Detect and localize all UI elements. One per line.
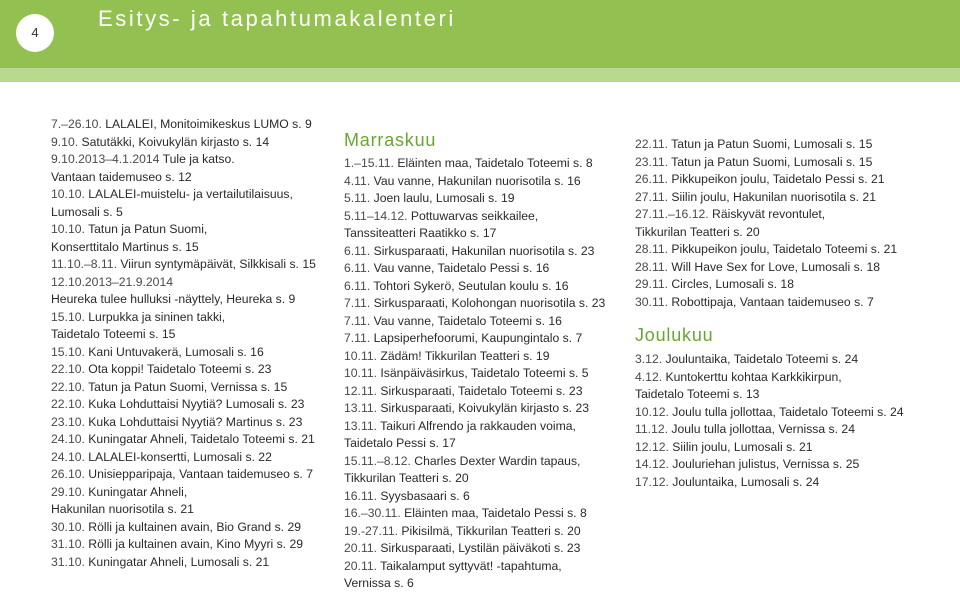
page-number: 4	[16, 14, 54, 52]
entry-date: 12.11.	[344, 383, 377, 398]
entry-date: 7.11.	[344, 296, 371, 310]
calendar-entry	[51, 256, 341, 274]
entry-date: 12.10.2013–21.9.2014	[51, 274, 173, 289]
entry-date: 19.-27.11.	[344, 523, 398, 538]
entry-text: Tatun ja Patun Suomi, Lumosali s. 15	[671, 137, 873, 151]
entry-text: Taikalamput syttyvät! -tapahtuma,	[380, 558, 562, 573]
calendar-entry	[344, 155, 629, 173]
calendar-entry	[51, 116, 341, 134]
calendar-entry	[51, 134, 341, 152]
entry-date: 30.10.	[51, 519, 85, 534]
calendar-entry	[51, 431, 341, 449]
entry-text: Viirun syntymäpäivät, Silkkisali s. 15	[120, 257, 316, 271]
entry-text: Vantaan taidemuseo s. 12	[51, 169, 192, 184]
calendar-entry	[635, 421, 953, 439]
calendar-entry	[635, 171, 953, 189]
calendar-entry	[344, 505, 629, 523]
entry-text: Kuntokerttu kohtaa Karkkikirpun,	[665, 369, 842, 384]
entry-date: 7.11.	[344, 331, 371, 345]
entry-text: Sirkusparaati, Hakunilan nuorisotila s. 23	[373, 243, 595, 258]
entry-date: 31.10.	[51, 554, 85, 569]
calendar-entry	[635, 136, 953, 154]
calendar-entry	[51, 204, 341, 222]
calendar-entry	[344, 330, 629, 348]
november-list	[344, 155, 629, 593]
entry-text: Robottipaja, Vantaan taidemuseo s. 7	[671, 294, 874, 309]
entry-date: 1.–15.11.	[344, 156, 394, 170]
entry-text: Zädäm! Tikkurilan Teatteri s. 19	[380, 348, 550, 363]
entry-date: 9.10.	[51, 134, 79, 149]
entry-text: Jouluntaika, Lumosali s. 24	[672, 474, 820, 489]
calendar-entry	[51, 151, 341, 169]
calendar-entry	[344, 208, 629, 226]
entry-text: LALALEI-konsertti, Lumosali s. 22	[88, 449, 272, 464]
entry-date: 23.11.	[635, 154, 668, 169]
entry-text: Pikkupeikon joulu, Taidetalo Pessi s. 21	[671, 172, 885, 186]
entry-text: Kuka Lohduttaisi Nyytiä? Lumosali s. 23	[88, 397, 305, 411]
calendar-entry	[344, 488, 629, 506]
entry-text: Eläinten maa, Taidetalo Pessi s. 8	[404, 506, 587, 520]
calendar-entry	[51, 379, 341, 397]
calendar-entry	[344, 453, 629, 471]
entry-date: 26.10.	[51, 467, 85, 481]
entry-text: LALALEI, Monitoimikeskus LUMO s. 9	[105, 117, 312, 131]
entry-text: Kuka Lohduttaisi Nyytiä? Martinus s. 23	[88, 414, 303, 429]
entry-date: 11.12.	[635, 422, 668, 436]
entry-date: 24.10.	[51, 432, 85, 446]
calendar-entry	[51, 414, 341, 432]
december-list	[635, 351, 953, 491]
entry-text: Tatun ja Patun Suomi,	[88, 222, 208, 236]
entry-date: 22.10.	[51, 397, 85, 411]
entry-date: 6.11.	[344, 278, 371, 293]
entry-text: Unisiepparipaja, Vantaan taidemuseo s. 7	[88, 467, 313, 481]
entry-date: 4.11.	[344, 173, 371, 188]
header-band	[0, 68, 960, 82]
entry-date: 13.11.	[344, 401, 377, 415]
calendar-entry	[635, 294, 953, 312]
calendar-entry	[344, 575, 629, 593]
entry-date: 20.11.	[344, 558, 377, 573]
calendar-entry	[51, 449, 341, 467]
entry-text: Tohtori Sykerö, Seutulan koulu s. 16	[373, 278, 569, 293]
calendar-entry	[51, 274, 341, 292]
entry-text: Lumosali s. 5	[51, 204, 123, 219]
calendar-entry	[51, 519, 341, 537]
calendar-entry	[51, 291, 341, 309]
column-november	[344, 130, 629, 593]
entry-text: Taikuri Alfrendo ja rakkauden voima,	[380, 418, 576, 433]
entry-text: Isänpäiväsirkus, Taidetalo Toteemi s. 5	[380, 366, 589, 380]
entry-date: 13.11.	[344, 418, 377, 433]
calendar-entry	[344, 365, 629, 383]
entry-text: Pottuwarvas seikkailee,	[410, 208, 539, 223]
entry-date: 3.12.	[635, 352, 663, 366]
entry-date: 22.11.	[635, 137, 668, 151]
calendar-entry	[51, 484, 341, 502]
entry-date: 31.10.	[51, 537, 85, 551]
calendar-entry	[635, 404, 953, 422]
calendar-entry	[344, 295, 629, 313]
entry-text: Rölli ja kultainen avain, Bio Grand s. 29	[88, 519, 302, 534]
calendar-entry	[344, 173, 629, 191]
calendar-entry	[635, 276, 953, 294]
entry-text: Syysbasaari s. 6	[380, 488, 470, 503]
entry-date: 22.10.	[51, 362, 85, 376]
entry-date: 22.10.	[51, 379, 85, 394]
entry-text: Tikkurilan Teatteri s. 20	[635, 224, 760, 239]
entry-date: 15.10.	[51, 309, 85, 324]
entry-text: Siilin joulu, Hakunilan nuorisotila s. 21	[671, 189, 876, 204]
calendar-entry	[51, 239, 341, 257]
entry-text: Joulu tulla jollottaa, Vernissa s. 24	[671, 422, 855, 436]
entry-date: 6.11.	[344, 261, 371, 275]
entry-text: Tikkurilan Teatteri s. 20	[344, 471, 469, 485]
entry-date: 10.10.	[51, 187, 85, 201]
entry-date: 15.10.	[51, 344, 85, 359]
calendar-entry	[51, 536, 341, 554]
entry-text: Lurpukka ja sininen takki,	[88, 309, 226, 324]
column-december	[635, 136, 953, 491]
entry-date: 28.11.	[635, 242, 668, 256]
entry-date: 28.11.	[635, 259, 668, 274]
entry-date: 29.10.	[51, 484, 85, 499]
entry-date: 26.11.	[635, 172, 668, 186]
entry-text: Tule ja katso.	[162, 152, 235, 166]
entry-date: 7.11.	[344, 313, 371, 328]
entry-text: Kani Untuvakerä, Lumosali s. 16	[88, 344, 264, 359]
calendar-entry	[51, 186, 341, 204]
calendar-entry	[635, 369, 953, 387]
entry-text: LALALEI-muistelu- ja vertailutilaisuus,	[88, 187, 293, 201]
entry-text: Vau vanne, Taidetalo Toteemi s. 16	[373, 313, 562, 328]
calendar-entry	[51, 396, 341, 414]
entry-text: Vau vanne, Taidetalo Pessi s. 16	[373, 261, 550, 275]
section-heading-november: Marraskuu	[344, 130, 437, 150]
entry-text: Sirkusparaati, Taidetalo Toteemi s. 23	[380, 383, 583, 398]
entry-text: Pikisilmä, Tikkurilan Teatteri s. 20	[401, 523, 581, 538]
entry-text: Taidetalo Toteemi s. 13	[635, 387, 760, 401]
calendar-entry	[344, 278, 629, 296]
entry-date: 11.10.–8.11.	[51, 257, 117, 271]
entry-date: 10.11.	[344, 366, 377, 380]
entry-date: 9.10.2013–4.1.2014	[51, 152, 160, 166]
entry-date: 5.11.	[344, 191, 371, 205]
calendar-entry	[344, 313, 629, 331]
entry-date: 16.–30.11.	[344, 506, 401, 520]
entry-text: Kuningatar Ahneli, Lumosali s. 21	[88, 554, 270, 569]
entry-date: 12.12.	[635, 439, 669, 454]
calendar-entry	[635, 224, 953, 242]
entry-text: Sirkusparaati, Kolohongan nuorisotila s. 23	[373, 296, 606, 310]
entry-text: Taidetalo Toteemi s. 15	[51, 327, 176, 341]
entry-date: 4.12.	[635, 369, 663, 384]
entry-text: Will Have Sex for Love, Lumosali s. 18	[671, 259, 881, 274]
calendar-entry	[635, 206, 953, 224]
column-october	[51, 116, 341, 571]
entry-date: 6.11.	[344, 243, 371, 258]
entry-date: 17.12.	[635, 474, 669, 489]
entry-text: Eläinten maa, Taidetalo Toteemi s. 8	[397, 156, 593, 170]
entry-text: Vau vanne, Hakunilan nuorisotila s. 16	[373, 173, 581, 188]
entry-text: Tatun ja Patun Suomi, Vernissa s. 15	[88, 379, 288, 394]
entry-text: Sirkusparaati, Lystilän päiväkoti s. 23	[380, 541, 581, 555]
calendar-entry	[635, 351, 953, 369]
entry-date: 30.11.	[635, 294, 668, 309]
entry-text: Satutäkki, Koivukylän kirjasto s. 14	[81, 134, 270, 149]
entry-text: Siilin joulu, Lumosali s. 21	[672, 439, 813, 454]
section-heading-december: Joulukuu	[635, 325, 714, 345]
page-title: Esitys- ja tapahtumakalenteri	[98, 6, 456, 31]
entry-text: Hakunilan nuorisotila s. 21	[51, 502, 194, 516]
entry-text: Circles, Lumosali s. 18	[671, 277, 794, 291]
entry-date: 15.11.–8.12.	[344, 453, 411, 468]
entry-date: 16.11.	[344, 488, 377, 503]
entry-text: Heureka tulee hulluksi -näyttely, Heureka s. 9	[51, 292, 296, 306]
calendar-entry	[51, 221, 341, 239]
calendar-entry	[344, 523, 629, 541]
calendar-entry	[51, 466, 341, 484]
calendar-entry	[344, 435, 629, 453]
calendar-entry	[51, 344, 341, 362]
entry-text: Charles Dexter Wardin tapaus,	[414, 453, 581, 468]
entry-text: Lapsiperhefoorumi, Kaupungintalo s. 7	[373, 331, 583, 345]
calendar-entry	[51, 326, 341, 344]
entry-text: Kuningatar Ahneli, Taidetalo Toteemi s. 21	[88, 432, 315, 446]
late-november-list	[635, 136, 953, 311]
calendar-entry	[51, 501, 341, 519]
entry-date: 24.10.	[51, 449, 85, 464]
calendar-entry	[635, 259, 953, 277]
entry-text: Pikkupeikon joulu, Taidetalo Toteemi s. 21	[671, 242, 898, 256]
entry-text: Sirkusparaati, Koivukylän kirjasto s. 23	[380, 401, 590, 415]
calendar-entry	[635, 241, 953, 259]
entry-text: Jouluriehan julistus, Vernissa s. 25	[672, 457, 860, 471]
entry-date: 20.11.	[344, 541, 377, 555]
calendar-entry	[635, 386, 953, 404]
entry-text: Tanssiteatteri Raatikko s. 17	[344, 226, 497, 240]
calendar-entry	[344, 558, 629, 576]
calendar-entry	[344, 400, 629, 418]
entry-date: 29.11.	[635, 277, 668, 291]
calendar-entry	[51, 361, 341, 379]
calendar-entry	[51, 169, 341, 187]
calendar-entry	[344, 470, 629, 488]
entry-date: 27.11.	[635, 189, 668, 204]
entry-text: Joulu tulla jollottaa, Taidetalo Toteemi s. 24	[672, 404, 904, 419]
calendar-entry	[635, 474, 953, 492]
calendar-entry	[344, 348, 629, 366]
entry-text: Jouluntaika, Taidetalo Toteemi s. 24	[665, 352, 859, 366]
entry-date: 10.12.	[635, 404, 669, 419]
entry-date: 27.11.–16.12.	[635, 207, 709, 221]
calendar-entry	[51, 554, 341, 572]
entry-date: 7.–26.10.	[51, 117, 102, 131]
calendar-entry	[344, 243, 629, 261]
calendar-entry	[344, 540, 629, 558]
entry-date: 14.12.	[635, 457, 669, 471]
entry-text: Kuningatar Ahneli,	[88, 484, 188, 499]
entry-text: Ota koppi! Taidetalo Toteemi s. 23	[88, 362, 272, 376]
calendar-entry	[344, 383, 629, 401]
entry-date: 5.11–14.12.	[344, 208, 408, 223]
calendar-entry	[344, 418, 629, 436]
calendar-entry	[344, 260, 629, 278]
calendar-entry	[344, 225, 629, 243]
entry-date: 10.11.	[344, 348, 377, 363]
calendar-entry	[635, 439, 953, 457]
entry-date: 10.10.	[51, 222, 85, 236]
entry-text: Konserttitalo Martinus s. 15	[51, 239, 199, 254]
entry-date: 23.10.	[51, 414, 85, 429]
entry-text: Räiskyvät revontulet,	[712, 207, 826, 221]
entry-text: Rölli ja kultainen avain, Kino Myyri s. 29	[88, 537, 304, 551]
calendar-entry	[635, 456, 953, 474]
calendar-entry	[51, 309, 341, 327]
calendar-entry	[635, 189, 953, 207]
calendar-entry	[344, 190, 629, 208]
calendar-entry	[635, 154, 953, 172]
entry-text: Taidetalo Pessi s. 17	[344, 436, 456, 450]
entry-text: Vernissa s. 6	[344, 576, 414, 590]
entry-text: Joen laulu, Lumosali s. 19	[373, 191, 515, 205]
entry-text: Tatun ja Patun Suomi, Lumosali s. 15	[671, 154, 873, 169]
